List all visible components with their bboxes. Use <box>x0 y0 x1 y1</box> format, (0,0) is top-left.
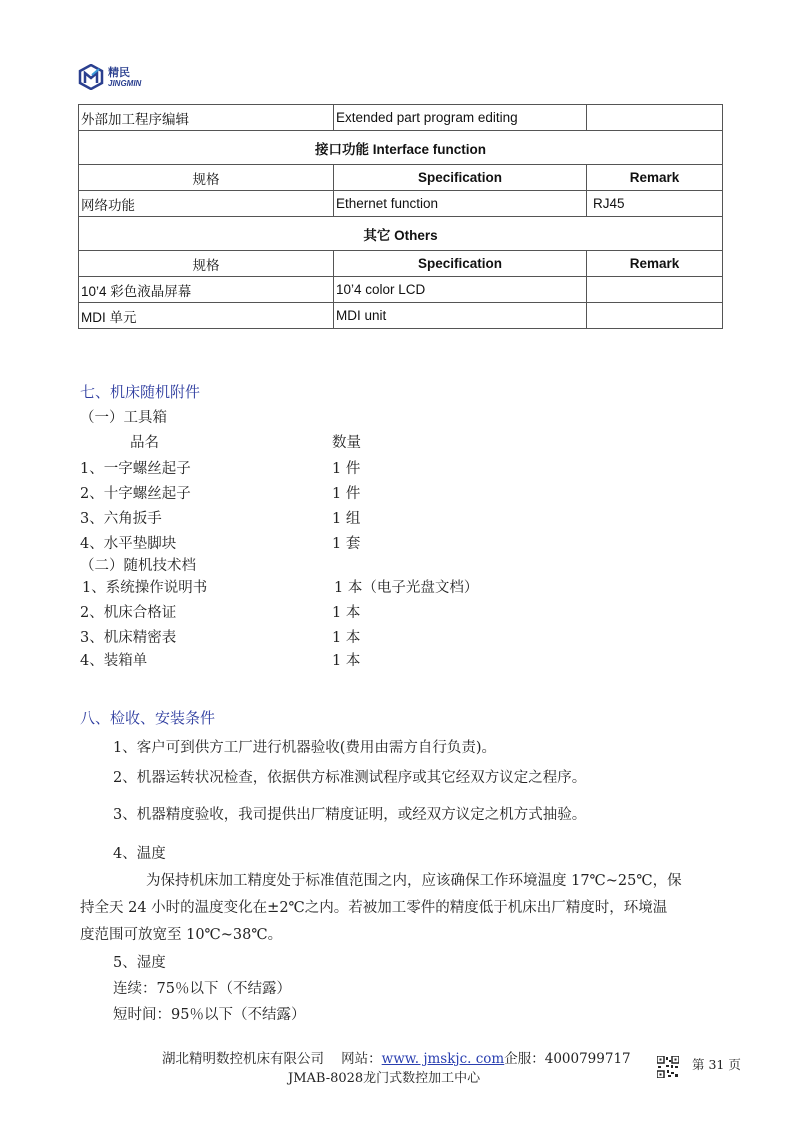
list-item-name: 2、十字螺丝起子 <box>80 486 191 502</box>
acceptance-item: 4、温度 <box>113 846 166 862</box>
temperature-paragraph-line: 持全天 24 小时的温度变化在±2℃之内。若被加工零件的精度低于机床出厂精度时，环境温 <box>80 900 668 916</box>
footer-service-phone: 4000799717 <box>544 1051 631 1067</box>
temperature-paragraph-line: 为保持机床加工精度处于标准值范围之内，应该确保工作环境温度 17℃~25℃，保 <box>146 873 682 889</box>
cell-remark <box>587 277 723 303</box>
humidity-line: 连续：75％以下（不结露） <box>113 981 291 997</box>
list-item-name: 2、机床合格证 <box>80 605 177 621</box>
temperature-paragraph-line: 度范围可放宽至 10℃~38℃。 <box>80 927 283 943</box>
header-row <box>79 251 723 277</box>
section-row <box>79 217 723 251</box>
company-logo <box>78 62 168 92</box>
list-item-name: 1、一字螺丝起子 <box>80 461 191 477</box>
table-row <box>79 303 723 329</box>
qr-code-icon <box>657 1056 679 1078</box>
section-heading-acceptance: 八、检收、安装条件 <box>80 709 216 727</box>
cell-remark: RJ45 <box>587 191 723 217</box>
header-spec-en: Specification <box>334 165 587 191</box>
logo-en-text: JINGMIN <box>108 78 142 88</box>
section-heading-accessories: 七、机床随机附件 <box>80 383 201 401</box>
list-item-name: 4、装箱单 <box>80 653 148 669</box>
acceptance-item: 2、机器运转状况检查，依据供方标准测试程序或其它经双方议定之程序。 <box>113 770 587 786</box>
footer-website-link[interactable]: www. jmskjc. com <box>381 1051 505 1067</box>
footer-company: 湖北精明数控机床有限公司 <box>162 1051 324 1067</box>
cell-cn: 网络功能 <box>79 191 334 217</box>
footer-line-1 <box>162 1047 631 1067</box>
table-row <box>79 277 723 303</box>
list-item-name: 3、机床精密表 <box>80 630 177 646</box>
col-name-header: 品名 <box>130 435 159 451</box>
header-remark: Remark <box>587 165 723 191</box>
cell-en: 10’4 color LCD <box>334 277 587 303</box>
header-spec-cn: 规格 <box>79 165 334 191</box>
list-item-name: 4、水平垫脚块 <box>80 536 177 552</box>
cell-en: MDI unit <box>334 303 587 329</box>
cell-cn: MDI 单元 <box>79 303 334 329</box>
header-spec-en: Specification <box>334 251 587 277</box>
jingmin-logo-icon <box>78 64 104 90</box>
header-row <box>79 165 723 191</box>
spec-table <box>78 104 723 329</box>
footer-product: JMAB-8028龙门式数控加工中心 <box>288 1071 481 1086</box>
footer-website-label: 网站： <box>341 1051 382 1067</box>
humidity-title: 5、湿度 <box>113 955 166 971</box>
header-spec-cn: 规格 <box>79 251 334 277</box>
subsection-docs: （二）随机技术档 <box>80 558 196 574</box>
list-item-qty: 1 组 <box>332 511 361 527</box>
list-item-name: 3、六角扳手 <box>80 511 162 527</box>
section-row <box>79 131 723 165</box>
list-item-qty: 1 本 <box>332 605 361 621</box>
list-item-qty: 1 本（电子光盘文档） <box>334 580 479 596</box>
cell-cn: 外部加工程序编辑 <box>79 105 334 131</box>
page-number: 第 31 页 <box>692 1057 741 1072</box>
list-item-qty: 1 本 <box>332 630 361 646</box>
cell-cn: 10’4 彩色液晶屏幕 <box>79 277 334 303</box>
list-item-qty: 1 件 <box>332 486 361 502</box>
footer-service-label: 企服： <box>504 1051 545 1067</box>
acceptance-item: 1、客户可到供方工厂进行机器验收(费用由需方自行负责)。 <box>113 740 497 756</box>
acceptance-item: 3、机器精度验收，我司提供出厂精度证明，或经双方议定之机方式抽验。 <box>113 807 587 823</box>
cell-en: Ethernet function <box>334 191 587 217</box>
table-row <box>79 191 723 217</box>
list-item-qty: 1 套 <box>332 536 361 552</box>
section-title: 其它 Others <box>79 217 723 251</box>
list-item-qty: 1 件 <box>332 461 361 477</box>
section-title: 接口功能 Interface function <box>79 131 723 165</box>
table-row <box>79 105 723 131</box>
cell-remark <box>587 303 723 329</box>
logo-cn-text: 精民 <box>108 65 130 79</box>
list-item-name: 1、系统操作说明书 <box>82 580 208 596</box>
list-item-qty: 1 本 <box>332 653 361 669</box>
humidity-line: 短时间：95％以下（不结露） <box>113 1007 306 1023</box>
cell-en: Extended part program editing <box>334 105 587 131</box>
subsection-toolbox: （一）工具箱 <box>80 410 167 426</box>
col-qty-header: 数量 <box>332 435 361 451</box>
header-remark: Remark <box>587 251 723 277</box>
cell-remark <box>587 105 723 131</box>
